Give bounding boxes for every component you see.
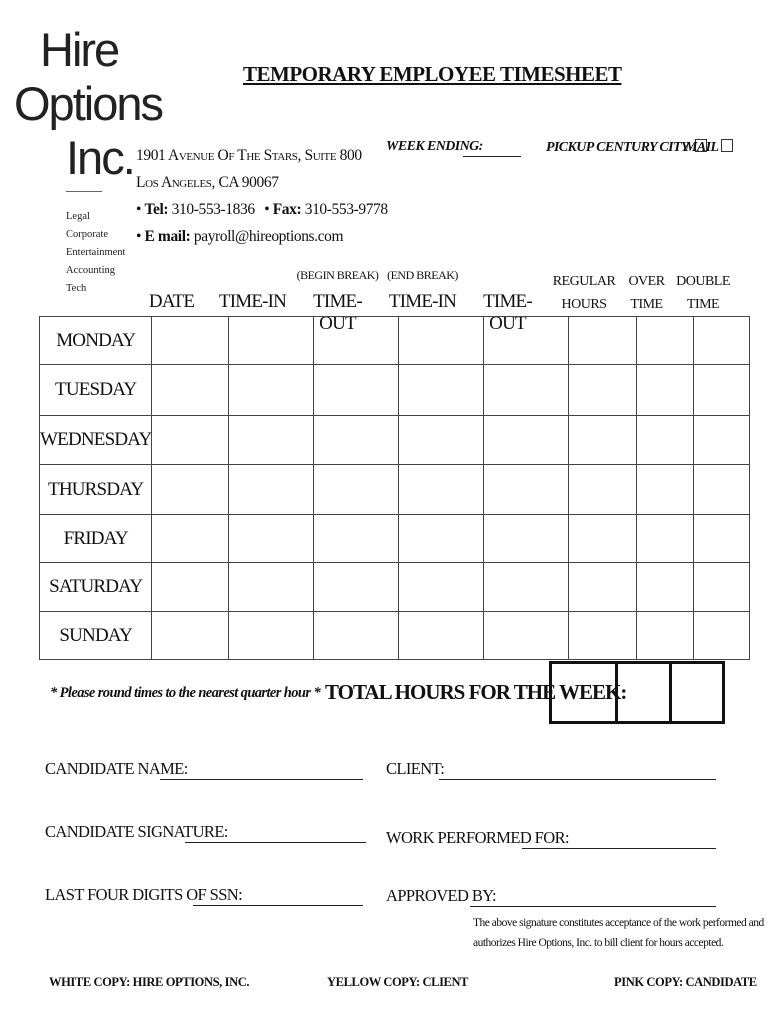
table-row bbox=[40, 317, 750, 365]
cell-overtime[interactable] bbox=[637, 416, 694, 465]
candidate-name-line[interactable] bbox=[160, 779, 363, 780]
service-item: Tech bbox=[66, 283, 87, 294]
cell-time-out-break[interactable] bbox=[314, 317, 399, 365]
bullet: • bbox=[264, 201, 270, 218]
email-value: payroll@hireoptions.com bbox=[193, 228, 344, 245]
work-performed-line[interactable] bbox=[522, 848, 716, 849]
total-hours-label: TOTAL HOURS FOR THE WEEK: bbox=[325, 680, 627, 704]
cell-time-out[interactable] bbox=[484, 317, 569, 365]
service-item: Corporate bbox=[66, 229, 108, 240]
col-double-time bbox=[675, 270, 731, 316]
candidate-name-label: CANDIDATE NAME: bbox=[45, 759, 188, 778]
mail-checkbox[interactable] bbox=[721, 139, 733, 152]
col-double-line2: TIME bbox=[686, 297, 720, 312]
table-row bbox=[40, 612, 750, 660]
cell-time-in-break[interactable] bbox=[399, 515, 484, 563]
col-time-out: TIME-OUT bbox=[483, 291, 532, 334]
cell-date[interactable] bbox=[152, 365, 229, 416]
address-line-1: 1901 Avenue Of The Stars, Suite 800 bbox=[136, 147, 362, 164]
cell-double-time[interactable] bbox=[694, 465, 750, 515]
acceptance-line-2: authorizes Hire Options, Inc. to bill client for hours accepted. bbox=[473, 937, 724, 949]
candidate-signature-line[interactable] bbox=[185, 842, 366, 843]
cell-time-in-break[interactable] bbox=[399, 465, 484, 515]
bullet: • bbox=[136, 201, 142, 218]
pickup-label: PICKUP CENTURY CITY bbox=[546, 140, 689, 155]
logo-text-inc: Inc. bbox=[66, 131, 134, 184]
cell-time-in-break[interactable] bbox=[399, 416, 484, 465]
cell-time-out-break[interactable] bbox=[314, 365, 399, 416]
footer-pink-copy: PINK COPY: CANDIDATE bbox=[614, 975, 757, 989]
cell-time-out[interactable] bbox=[484, 563, 569, 612]
day-label: WEDNESDAY bbox=[40, 416, 152, 465]
cell-time-in[interactable] bbox=[229, 317, 314, 365]
page-title: TEMPORARY EMPLOYEE TIMESHEET bbox=[243, 62, 622, 86]
cell-date[interactable] bbox=[152, 465, 229, 515]
cell-time-out[interactable] bbox=[484, 612, 569, 660]
col-regular-line2: HOURS bbox=[561, 297, 607, 312]
col-regular-hours bbox=[550, 270, 618, 316]
cell-time-in[interactable] bbox=[229, 515, 314, 563]
client-line[interactable] bbox=[439, 779, 716, 780]
cell-date[interactable] bbox=[152, 317, 229, 365]
cell-double-time[interactable] bbox=[694, 365, 750, 416]
total-hours-boxes bbox=[549, 661, 725, 724]
cell-date[interactable] bbox=[152, 515, 229, 563]
total-overtime[interactable] bbox=[617, 663, 671, 723]
logo-text-hire: Hire bbox=[40, 23, 119, 76]
cell-time-in[interactable] bbox=[229, 365, 314, 416]
tel-value: 310-553-1836 bbox=[171, 201, 255, 218]
acceptance-text bbox=[473, 913, 764, 953]
cell-time-out-break[interactable] bbox=[314, 416, 399, 465]
cell-time-in-break[interactable] bbox=[399, 317, 484, 365]
candidate-signature-label: CANDIDATE SIGNATURE: bbox=[45, 822, 228, 841]
col-overtime bbox=[618, 270, 675, 316]
cell-time-in[interactable] bbox=[229, 465, 314, 515]
fax-label: Fax: bbox=[272, 201, 302, 218]
cell-overtime[interactable] bbox=[637, 465, 694, 515]
table-row bbox=[40, 563, 750, 612]
cell-double-time[interactable] bbox=[694, 515, 750, 563]
col-double-line1: DOUBLE bbox=[676, 274, 730, 289]
cell-regular-hours[interactable] bbox=[569, 515, 637, 563]
cell-overtime[interactable] bbox=[637, 515, 694, 563]
contact-email bbox=[136, 228, 343, 246]
cell-time-out-break[interactable] bbox=[314, 465, 399, 515]
cell-overtime[interactable] bbox=[637, 317, 694, 365]
footer-yellow-copy: YELLOW COPY: CLIENT bbox=[327, 975, 469, 989]
cell-time-out[interactable] bbox=[484, 365, 569, 416]
cell-time-in[interactable] bbox=[229, 416, 314, 465]
day-label: MONDAY bbox=[40, 317, 152, 365]
logo-divider bbox=[66, 191, 102, 192]
day-label: TUESDAY bbox=[40, 365, 152, 416]
client-label: CLIENT: bbox=[386, 759, 445, 778]
cell-time-in[interactable] bbox=[229, 612, 314, 660]
tel-label: Tel: bbox=[144, 201, 169, 218]
mail-label: MAIL bbox=[685, 140, 719, 155]
cell-time-out-break[interactable] bbox=[314, 612, 399, 660]
cell-regular-hours[interactable] bbox=[569, 365, 637, 416]
service-item: Legal bbox=[66, 211, 90, 222]
logo-services bbox=[66, 208, 125, 298]
approved-by-label: APPROVED BY: bbox=[386, 886, 497, 905]
contact-phone-fax bbox=[136, 201, 388, 219]
table-row bbox=[40, 416, 750, 465]
day-label: SUNDAY bbox=[40, 612, 152, 660]
cell-overtime[interactable] bbox=[637, 365, 694, 416]
cell-regular-hours[interactable] bbox=[569, 612, 637, 660]
col-end-break: (END BREAK) bbox=[387, 268, 458, 282]
col-over-line1: OVER bbox=[628, 274, 665, 289]
cell-time-out[interactable] bbox=[484, 465, 569, 515]
cell-regular-hours[interactable] bbox=[569, 563, 637, 612]
approved-by-line[interactable] bbox=[470, 906, 716, 907]
cell-time-out-break[interactable] bbox=[314, 563, 399, 612]
cell-double-time[interactable] bbox=[694, 416, 750, 465]
table-row bbox=[40, 465, 750, 515]
col-regular-line1: REGULAR bbox=[552, 274, 616, 289]
cell-time-in-break[interactable] bbox=[399, 612, 484, 660]
cell-time-out-break[interactable] bbox=[314, 515, 399, 563]
cell-date[interactable] bbox=[152, 612, 229, 660]
cell-double-time[interactable] bbox=[694, 563, 750, 612]
day-label: THURSDAY bbox=[40, 465, 152, 515]
bullet: • bbox=[136, 228, 142, 245]
cell-regular-hours[interactable] bbox=[569, 465, 637, 515]
day-label: SATURDAY bbox=[40, 563, 152, 612]
col-over-line2: TIME bbox=[630, 297, 663, 312]
cell-time-in[interactable] bbox=[229, 563, 314, 612]
col-time-in-break: TIME-IN bbox=[388, 291, 457, 312]
cell-double-time[interactable] bbox=[694, 612, 750, 660]
week-ending-label: WEEK ENDING: bbox=[386, 139, 483, 154]
week-ending-line[interactable] bbox=[463, 156, 521, 157]
fax-value: 310-553-9778 bbox=[304, 201, 388, 218]
ssn-line[interactable] bbox=[193, 905, 363, 906]
ssn-label: LAST FOUR DIGITS OF SSN: bbox=[45, 885, 243, 904]
table-row bbox=[40, 365, 750, 416]
total-regular-hours[interactable] bbox=[551, 663, 617, 723]
cell-time-out[interactable] bbox=[484, 515, 569, 563]
footer-white-copy: WHITE COPY: HIRE OPTIONS, INC. bbox=[49, 975, 250, 989]
cell-time-in-break[interactable] bbox=[399, 563, 484, 612]
cell-date[interactable] bbox=[152, 416, 229, 465]
cell-overtime[interactable] bbox=[637, 612, 694, 660]
cell-double-time[interactable] bbox=[694, 317, 750, 365]
acceptance-line-1: The above signature constitutes acceptance of the work performed and bbox=[473, 917, 764, 929]
service-item: Entertainment bbox=[66, 247, 126, 258]
cell-time-in-break[interactable] bbox=[399, 365, 484, 416]
day-label: FRIDAY bbox=[40, 515, 152, 563]
cell-regular-hours[interactable] bbox=[569, 317, 637, 365]
col-time-in: TIME-IN bbox=[218, 291, 287, 312]
cell-time-out[interactable] bbox=[484, 416, 569, 465]
mail-option bbox=[685, 139, 733, 156]
total-double-time[interactable] bbox=[671, 663, 724, 723]
table-row bbox=[40, 515, 750, 563]
cell-date[interactable] bbox=[152, 563, 229, 612]
col-time-out-break: TIME-OUT bbox=[313, 291, 362, 334]
rounding-note: * Please round times to the nearest quarter hour * bbox=[50, 685, 321, 701]
address-line-2: Los Angeles, CA 90067 bbox=[136, 174, 279, 191]
cell-overtime[interactable] bbox=[637, 563, 694, 612]
col-begin-break: (BEGIN BREAK) bbox=[296, 268, 379, 282]
cell-regular-hours[interactable] bbox=[569, 416, 637, 465]
logo-text-options: Options bbox=[14, 77, 162, 130]
email-label: E mail: bbox=[144, 228, 191, 245]
col-date: DATE bbox=[148, 291, 195, 312]
timesheet-table bbox=[39, 316, 750, 660]
work-performed-label: WORK PERFORMED FOR: bbox=[386, 828, 569, 847]
pickup-option bbox=[546, 139, 707, 156]
service-item: Accounting bbox=[66, 265, 115, 276]
